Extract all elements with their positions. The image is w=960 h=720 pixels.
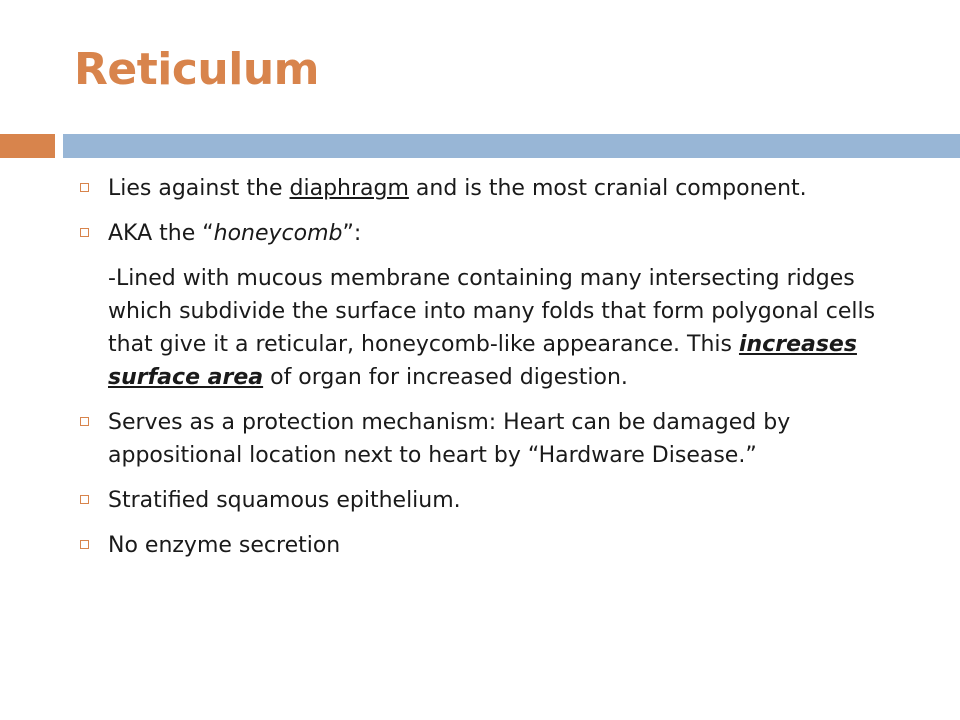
paragraph-text-post: of organ for increased digestion. bbox=[263, 365, 628, 390]
accent-bar-blue bbox=[63, 134, 960, 158]
bullet-item-aka bbox=[74, 217, 924, 250]
bullet-item-epithelium bbox=[74, 484, 924, 517]
slide-content bbox=[74, 172, 924, 574]
surface-area-emphasis: increases surface area bbox=[108, 332, 857, 390]
bullet-text-post: ”: bbox=[342, 221, 362, 246]
hollow-square-bullet-icon bbox=[80, 417, 89, 426]
bullet-item-enzyme bbox=[74, 529, 924, 562]
bullet-item-diaphragm bbox=[74, 172, 924, 205]
honeycomb-term: honeycomb bbox=[213, 221, 343, 246]
accent-bar-orange bbox=[0, 134, 55, 158]
description-paragraph bbox=[74, 262, 924, 394]
bullet-text-pre: AKA the “ bbox=[108, 221, 214, 246]
hollow-square-bullet-icon bbox=[80, 540, 89, 549]
diaphragm-term: diaphragm bbox=[289, 176, 409, 201]
hollow-square-bullet-icon bbox=[80, 183, 89, 192]
bullet-text: No enzyme secretion bbox=[108, 533, 341, 558]
bullet-text: Serves as a protection mechanism: Heart can be damaged by appositional location next to heart by “Hardware Disease.” bbox=[108, 410, 791, 468]
slide-title: Reticulum bbox=[74, 44, 319, 95]
paragraph-text-pre: -Lined with mucous membrane containing many intersecting ridges which subdivide the surface into many folds that form polygonal cells that give it a reticular, honeycomb-like appearance. This bbox=[108, 266, 876, 357]
hollow-square-bullet-icon bbox=[80, 228, 89, 237]
hollow-square-bullet-icon bbox=[80, 495, 89, 504]
bullet-item-protection bbox=[74, 406, 924, 472]
bullet-text: Stratified squamous epithelium. bbox=[108, 488, 461, 513]
bullet-text-post: and is the most cranial component. bbox=[408, 176, 807, 201]
bullet-text-pre: Lies against the bbox=[108, 176, 290, 201]
